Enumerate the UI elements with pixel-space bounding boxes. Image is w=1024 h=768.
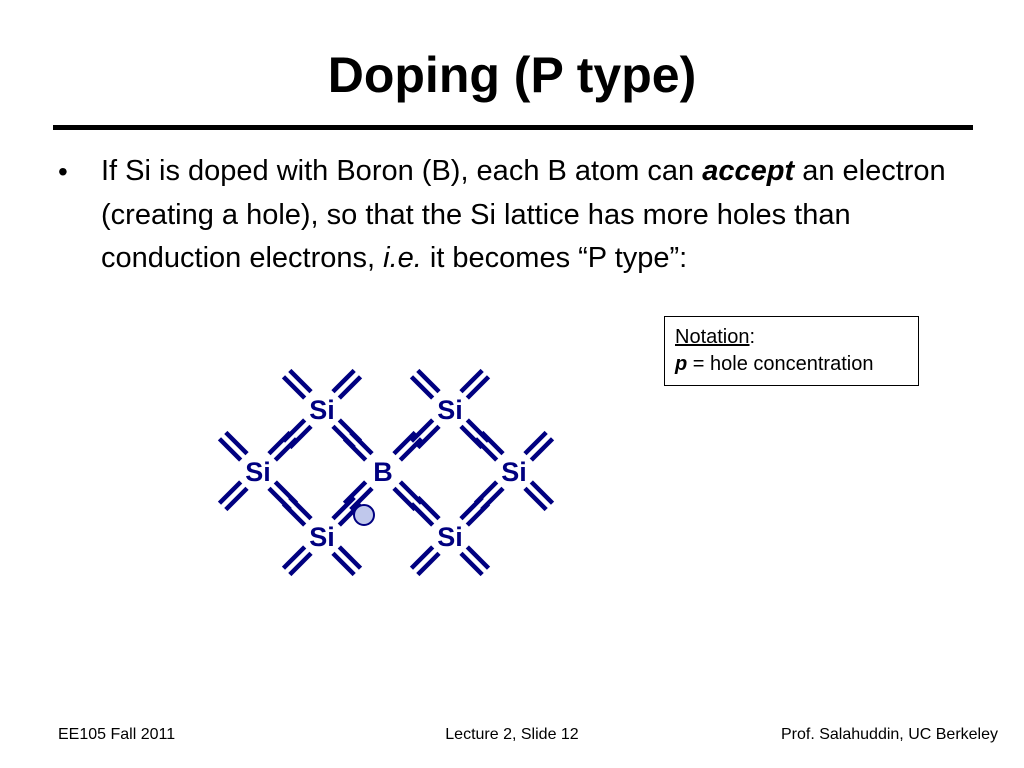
notation-symbol: p [675,353,688,375]
footer-author: Prof. Salahuddin, UC Berkeley [781,726,998,743]
notation-box [664,316,919,386]
atom-si: Si [309,522,335,552]
atom-si: Si [437,395,463,425]
atom-si: Si [501,457,527,487]
notation-colon: : [749,326,756,348]
crystal-lattice-diagram [198,345,598,595]
bullet-ie: i.e. [383,242,422,274]
bullet-text-part3: it becomes “P type”: [421,242,688,274]
bullet-text-part2: an electron (creating a hole), so that the Si lattice has more holes than conduction electrons, [101,155,946,274]
atom-boron: B [373,457,393,487]
lattice-atoms [245,395,527,552]
title-divider [53,125,973,130]
footer-course: EE105 Fall 2011 [58,726,176,743]
bullet-marker: • [58,156,68,187]
bullet-text [101,150,971,281]
notation-definition: = hole concentration [687,353,874,375]
notation-label: Notation [675,326,750,348]
atom-si: Si [437,522,463,552]
atom-si: Si [309,395,335,425]
bullet-emphasis: accept [702,155,795,187]
atom-si: Si [245,457,271,487]
footer-slide-number: Lecture 2, Slide 12 [445,726,579,743]
slide-title: Doping (P type) [327,47,697,103]
bullet-text-part1: If Si is doped with Boron (B), each B atom can [101,155,703,187]
hole-marker [354,505,374,525]
